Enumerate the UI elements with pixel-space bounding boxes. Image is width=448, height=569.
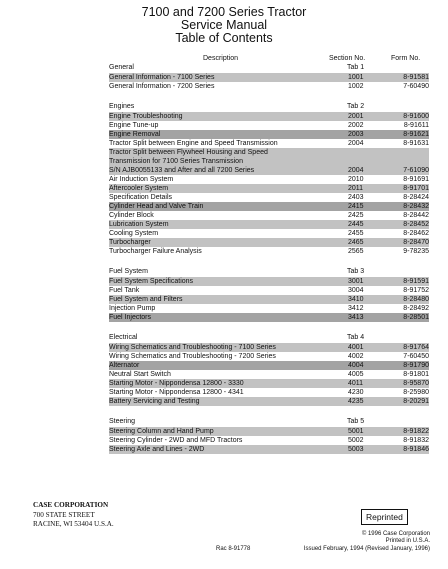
toc-section <box>109 91 429 256</box>
row-form-number: 8-91621 <box>403 131 429 138</box>
row-description: Engine Troubleshooting <box>109 113 183 120</box>
row-description: Neutral Start Switch <box>109 371 171 378</box>
toc-row <box>109 82 429 91</box>
row-description-line: S/N AJB0055133 and After and all 7200 Series <box>109 167 255 174</box>
row-form-number: 8-91591 <box>403 278 429 285</box>
toc-section <box>109 256 429 322</box>
section-tab: Tab 3 <box>347 268 365 275</box>
toc-row <box>109 220 429 229</box>
section-spacer <box>109 256 429 267</box>
toc-row <box>109 247 429 256</box>
toc-row <box>109 202 429 211</box>
row-section-number: 4235 <box>348 398 364 405</box>
row-section-number: 5002 <box>348 437 364 444</box>
row-section-number: 3004 <box>348 287 364 294</box>
row-section-number: 2415 <box>348 203 364 210</box>
toc-row <box>109 295 429 304</box>
row-description: Tractor Split between Engine and Speed Transmission <box>109 140 278 147</box>
row-section-number: 4011 <box>348 380 364 387</box>
row-description: Battery Servicing and Testing <box>109 398 200 405</box>
toc-row <box>109 121 429 130</box>
toc-row <box>109 229 429 238</box>
section-spacer <box>109 406 429 417</box>
form-column-header: Form No. <box>391 55 421 62</box>
row-section-number: 3412 <box>348 305 364 312</box>
printed-in-line: Printed in U.S.A. <box>385 538 430 544</box>
row-section-number: 3001 <box>348 278 364 285</box>
row-form-number: 8-91846 <box>403 446 429 453</box>
section-tab: Tab 5 <box>347 418 365 425</box>
toc-row <box>109 184 429 193</box>
toc-section <box>109 63 429 91</box>
row-section-number: 3413 <box>348 314 364 321</box>
row-form-number: 8-91631 <box>403 140 429 147</box>
toc-row <box>109 286 429 295</box>
row-form-number: 8-91764 <box>403 344 429 351</box>
row-section-number: 2004 <box>348 140 364 147</box>
corporation-name: CASE CORPORATION <box>33 501 109 509</box>
row-section-number: 2455 <box>348 230 364 237</box>
row-form-number: 8-91581 <box>403 74 429 81</box>
toc-row <box>109 193 429 202</box>
toc-row <box>109 130 429 139</box>
row-description: Alternator <box>109 362 140 369</box>
toc-row <box>109 436 429 445</box>
row-description: Steering Axle and Lines - 2WD <box>109 446 205 453</box>
row-section-number: 2403 <box>348 194 364 201</box>
section-spacer <box>109 322 429 333</box>
row-description: Aftercooler System <box>109 185 169 192</box>
row-form-number: 8-28462 <box>403 230 429 237</box>
row-description: Lubrication System <box>109 221 169 228</box>
row-section-number: 2002 <box>348 122 364 129</box>
row-description: Engine Tune-up <box>109 122 159 129</box>
row-description: Cooling System <box>109 230 159 237</box>
row-description: Fuel Tank <box>109 287 140 294</box>
toc-section <box>109 406 429 454</box>
section-name: Engines <box>109 103 135 110</box>
toc-row <box>109 139 429 148</box>
row-form-number: 8-91801 <box>403 371 429 378</box>
rac-number: Rac 8-91778 <box>216 546 251 552</box>
row-section-number: 4001 <box>348 344 364 351</box>
reprinted-stamp: Reprinted <box>361 509 408 525</box>
row-description: General Information - 7100 Series <box>109 74 215 81</box>
row-description: Starting Motor - Nippondensa 12800 - 3330 <box>109 380 244 387</box>
row-section-number: 3410 <box>348 296 364 303</box>
row-section-number: 4004 <box>348 362 364 369</box>
row-form-number: 8-28470 <box>403 239 429 246</box>
toc-row <box>109 361 429 370</box>
section-heading <box>109 333 429 343</box>
row-section-number: 2010 <box>348 176 364 183</box>
row-section-number: 2001 <box>348 113 364 120</box>
section-heading <box>109 63 429 73</box>
row-form-number: 8-91600 <box>403 113 429 120</box>
row-section-number: 2465 <box>348 239 364 246</box>
row-section-number: 4005 <box>348 371 364 378</box>
section-heading <box>109 267 429 277</box>
corporation-address <box>33 501 114 530</box>
row-form-number: 8-25980 <box>403 389 429 396</box>
row-description: Steering Cylinder - 2WD and MFD Tractors <box>109 437 243 444</box>
row-description: Air Induction System <box>109 176 174 183</box>
row-description: Wiring Schematics and Troubleshooting - 7200 Series <box>109 353 276 360</box>
toc-row <box>109 352 429 361</box>
copyright-line: © 1996 Case Corporation <box>361 531 430 537</box>
section-heading <box>109 417 429 427</box>
row-form-number: 8-91790 <box>403 362 429 369</box>
toc-row <box>109 175 429 184</box>
toc-row <box>109 73 429 82</box>
row-description: General Information - 7200 Series <box>109 83 215 90</box>
row-description: Engine Removal <box>109 131 161 138</box>
row-form-number: 8-91691 <box>403 176 429 183</box>
row-description: Turbocharger <box>109 239 151 246</box>
section-tab: Tab 4 <box>347 334 365 341</box>
toc-row <box>109 148 429 175</box>
toc-row <box>109 427 429 436</box>
row-description-line: Tractor Split between Flywheel Housing and Speed <box>109 149 268 156</box>
title-line-2: Service Manual <box>180 18 268 32</box>
title-line-3: Table of Contents <box>175 31 273 45</box>
section-name: Electrical <box>109 334 138 341</box>
row-form-number: 8-28442 <box>403 212 429 219</box>
row-form-number: 7-60490 <box>403 83 429 90</box>
row-form-number: 8-28452 <box>403 221 429 228</box>
row-section-number: 2003 <box>348 131 364 138</box>
toc-row <box>109 388 429 397</box>
row-form-number: 8-28501 <box>403 314 429 321</box>
row-form-number: 8-20291 <box>403 398 429 405</box>
row-section-number: 2004 <box>348 167 364 174</box>
row-description: Fuel Injectors <box>109 314 152 321</box>
toc-row <box>109 343 429 352</box>
copyright-notice <box>362 531 430 545</box>
row-section-number: 2011 <box>348 185 364 192</box>
toc-row <box>109 379 429 388</box>
corporation-street: 700 STATE STREET <box>33 510 95 519</box>
row-description-line: Transmission for 7100 Series Transmission <box>109 158 243 165</box>
toc-row <box>109 277 429 286</box>
section-name: Steering <box>109 418 136 425</box>
row-form-number: 8-91822 <box>403 428 429 435</box>
toc-row <box>109 112 429 121</box>
row-description <box>109 148 429 175</box>
row-description: Cylinder Head and Valve Train <box>109 203 204 210</box>
toc-row <box>109 370 429 379</box>
row-section-number: 2445 <box>348 221 364 228</box>
section-tab: Tab 1 <box>347 64 365 71</box>
toc-row <box>109 238 429 247</box>
row-description: Fuel System Specifications <box>109 278 194 285</box>
section-tab: Tab 2 <box>347 103 365 110</box>
row-form-number: 8-91752 <box>403 287 429 294</box>
section-column-header: Section No. <box>329 55 366 62</box>
issue-date: Issued February, 1994 (Revised January, 1996) <box>303 546 430 552</box>
toc-row <box>109 445 429 454</box>
row-section-number: 4230 <box>348 389 364 396</box>
row-section-number: 4002 <box>348 353 364 360</box>
row-description: Steering Column and Hand Pump <box>109 428 214 435</box>
document-title <box>0 6 448 45</box>
row-section-number: 5001 <box>348 428 364 435</box>
row-form-number: 7-61090 <box>403 167 429 174</box>
row-description: Wiring Schematics and Troubleshooting - 7100 Series <box>109 344 276 351</box>
table-of-contents <box>109 63 429 454</box>
row-form-number: 8-28424 <box>403 194 429 201</box>
row-description: Starting Motor - Nippondensa 12800 - 4341 <box>109 389 244 396</box>
row-form-number: 8-28432 <box>403 203 429 210</box>
row-form-number: 8-28480 <box>403 296 429 303</box>
toc-row <box>109 313 429 322</box>
row-description: Injection Pump <box>109 305 156 312</box>
toc-section <box>109 322 429 406</box>
section-heading <box>109 102 429 112</box>
row-form-number: 8-91611 <box>403 122 429 129</box>
title-line-1: 7100 and 7200 Series Tractor <box>141 5 307 19</box>
section-spacer <box>109 91 429 102</box>
row-form-number: 9-78235 <box>403 248 429 255</box>
row-form-number: 8-95870 <box>403 380 429 387</box>
row-description: Specification Details <box>109 194 173 201</box>
description-column-header: Description <box>203 55 239 62</box>
section-name: General <box>109 64 134 71</box>
row-form-number: 7-60450 <box>403 353 429 360</box>
row-section-number: 2425 <box>348 212 364 219</box>
row-description: Turbocharger Failure Analysis <box>109 248 202 255</box>
section-name: Fuel System <box>109 268 148 275</box>
corporation-city: RACINE, WI 53404 U.S.A. <box>33 520 114 528</box>
row-section-number: 5003 <box>348 446 364 453</box>
toc-row <box>109 397 429 406</box>
row-description: Cylinder Block <box>109 212 154 219</box>
row-description: Fuel System and Filters <box>109 296 183 303</box>
toc-row <box>109 304 429 313</box>
row-section-number: 2565 <box>348 248 364 255</box>
row-form-number: 8-28492 <box>403 305 429 312</box>
row-form-number: 8-91701 <box>403 185 429 192</box>
toc-row <box>109 211 429 220</box>
row-form-number: 8-91832 <box>403 437 429 444</box>
row-section-number: 1001 <box>348 74 364 81</box>
row-section-number: 1002 <box>348 83 364 90</box>
